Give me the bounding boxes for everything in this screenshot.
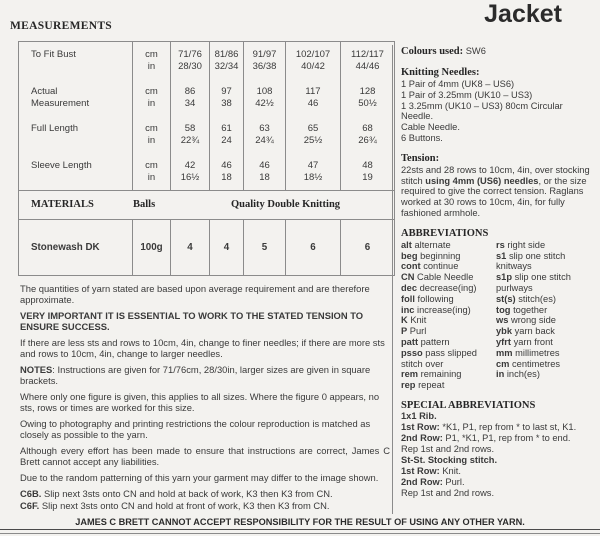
unit-cell [133, 42, 171, 80]
needle-item: 1 3.25mm (UK10 – US3) 80cm Circular Needle. [401, 100, 563, 122]
size-cell [210, 79, 244, 116]
paragraph: Where only one figure is given, this applies to all sizes. Where the figure 0 appears, no sts, rows or times are worked for this size. [20, 391, 380, 413]
balls-count: 4 [210, 220, 244, 276]
paragraph-c6f: C6F. Slip next 3sts onto CN and hold at front of work, K3 then K3 from CN. [20, 500, 330, 511]
needle-item: Cable Needle. [401, 122, 460, 133]
abbreviation-entry: beg beginning [401, 250, 461, 261]
abbreviation-entry: foll following [401, 293, 454, 304]
materials-header-row [19, 191, 395, 220]
size-cell [171, 79, 210, 116]
in-value: 34 [184, 97, 196, 109]
special-abbreviations-section [401, 400, 596, 499]
cm-value: 48 [362, 160, 373, 171]
colours-used [401, 46, 596, 58]
paragraph-important: VERY IMPORTANT IT IS ESSENTIAL TO WORK TO THE STATED TENSION TO ENSURE SUCCESS. [20, 310, 364, 332]
cm-value: 42 [184, 160, 196, 171]
unit-cm: cm [145, 123, 158, 134]
right-column [401, 46, 596, 499]
cm-value: 71/76 [178, 49, 202, 60]
special-line: Rep 1st and 2nd rows. [401, 443, 495, 454]
balls-label: Balls [133, 199, 156, 211]
in-value: 24¾ [255, 134, 274, 146]
measurements-table [18, 41, 395, 276]
row-label: Full Length [19, 116, 133, 153]
colours-label: Colours used: [401, 46, 464, 57]
page-title: Jacket [484, 0, 562, 28]
cm-value: 46 [221, 160, 232, 171]
in-value: 18½ [303, 171, 323, 183]
cm-value: 68 [362, 123, 373, 134]
size-cell [286, 116, 341, 153]
abbreviation-entry: s1 slip one stitch knitways [496, 250, 566, 272]
table-row [19, 116, 395, 153]
in-value: 28/30 [178, 60, 202, 72]
cm-value: 102/107 [295, 49, 331, 60]
cm-value: 97 [221, 86, 232, 97]
measurements-heading: MEASUREMENTS [10, 20, 113, 32]
abbreviations-section [401, 228, 596, 391]
balls-count: 4 [171, 220, 210, 276]
in-value: 24 [221, 134, 232, 146]
footer-rule-top [0, 529, 600, 530]
paragraph: The quantities of yarn stated are based upon average requirement and are therefore approximate. [20, 283, 370, 305]
unit-cm: cm [145, 86, 158, 97]
cm-value: 128 [359, 86, 376, 97]
in-value: 25½ [303, 134, 323, 146]
cm-value: 112/117 [351, 49, 384, 60]
paragraph: Owing to photography and printing restrictions the colour reproduction is matched as closely as possible to the yarn. [20, 418, 371, 440]
special-line: Rep 1st and 2nd rows. [401, 487, 495, 498]
in-value: 16½ [180, 171, 200, 183]
size-cell [341, 153, 395, 191]
cm-value: 47 [307, 160, 319, 171]
special-line: 1st Row: *K1, P1, rep from * to last st, K1. [401, 421, 577, 432]
size-cell [210, 116, 244, 153]
size-cell [244, 116, 286, 153]
unit-cm: cm [145, 49, 158, 60]
unit-cell [133, 116, 171, 153]
special-line: St-St. Stocking stitch. [401, 454, 498, 465]
abbreviation-entry: alt alternate [401, 239, 451, 250]
abbreviation-entry: patt pattern [401, 336, 450, 347]
table-row [19, 42, 395, 80]
cm-value: 86 [184, 86, 196, 97]
yarn-weight: 100g [133, 220, 171, 276]
abbreviation-entry: in inch(es) [496, 369, 540, 380]
special-line: 2nd Row: P1, *K1, P1, rep from * to end. [401, 432, 571, 443]
unit-cell [133, 79, 171, 116]
footer-disclaimer: JAMES C BRETT CANNOT ACCEPT RESPONSIBILITY FOR THE RESULT OF USING ANY OTHER YARN. [75, 517, 525, 527]
cm-value: 108 [256, 86, 273, 97]
row-label: Sleeve Length [19, 153, 133, 191]
materials-header-cell [19, 191, 395, 220]
balls-count: 5 [244, 220, 286, 276]
abbreviation-entry: rep repeat [401, 380, 445, 391]
in-value: 50½ [358, 97, 377, 109]
needles-heading: Knitting Needles: [401, 67, 480, 78]
cm-value: 63 [259, 123, 270, 134]
unit-in: in [147, 134, 156, 146]
yarn-row [19, 220, 395, 276]
table-row [19, 153, 395, 191]
cm-value: 117 [305, 86, 321, 97]
in-value: 22¾ [180, 134, 200, 146]
size-cell [171, 153, 210, 191]
abbreviation-entry: K Knit [401, 315, 427, 326]
size-cell [210, 153, 244, 191]
in-value: 38 [221, 97, 232, 109]
left-column [10, 20, 392, 512]
in-value: 46 [307, 97, 319, 109]
in-value: 42½ [255, 97, 274, 109]
needle-item: 6 Buttons. [401, 132, 443, 143]
size-cell [244, 153, 286, 191]
paragraph-c6b: C6B. Slip next 3sts onto CN and hold at back of work, K3 then K3 from CN. [20, 488, 333, 499]
tension-heading: Tension: [401, 152, 440, 164]
abbreviation-entry: mm millimetres [496, 347, 560, 358]
unit-in: in [147, 171, 156, 183]
special-line: 2nd Row: Purl. [401, 476, 465, 487]
size-cell [244, 79, 286, 116]
abbreviation-entry: rs right side [496, 239, 546, 250]
paragraph: Due to the random patterning of this yarn your garment may differ to the image shown. [20, 472, 379, 483]
in-value: 36/38 [252, 60, 277, 72]
paragraph: Although every effort has been made to ensure that instructions are correct, James C Brett cannot accept any liabilities. [20, 445, 390, 467]
colour-code: SW6 [465, 46, 486, 56]
size-cell [171, 42, 210, 80]
cm-value: 58 [184, 123, 196, 134]
abbreviation-entry: s1p slip one stitch purlways [496, 272, 571, 293]
in-value: 26¾ [358, 134, 377, 146]
abbreviation-entry: rem remaining [401, 369, 462, 380]
abbreviation-entry: cont continue [401, 261, 459, 272]
abbreviation-entry: inc increase(ing) [401, 304, 471, 315]
abbreviations-heading: ABBREVIATIONS [401, 227, 489, 239]
size-cell [171, 116, 210, 153]
yarn-name: Stonewash DK [19, 220, 133, 276]
table-row [19, 79, 395, 116]
materials-label: MATERIALS [31, 199, 94, 211]
special-line: 1x1 Rib. [401, 410, 437, 421]
abbreviation-entry: ybk yarn back [496, 326, 555, 337]
special-line: 1st Row: Knit. [401, 465, 461, 476]
in-value: 40/42 [301, 60, 325, 72]
in-value: 44/46 [355, 60, 380, 72]
abbreviation-entry: yfrt yarn front [496, 336, 553, 347]
size-cell [341, 42, 395, 80]
special-abbreviations-heading: SPECIAL ABBREVIATIONS [401, 399, 536, 411]
unit-in: in [147, 60, 156, 72]
tension-text: 22sts and 28 rows to 10cm, 4in, over stocking stitch using 4mm (US6) needles, or the size required to give the correct tension. Raglans worked at 30 rows to 10cm, 4in, for fully fashioned armhole. [401, 164, 590, 218]
quality-label: Quality Double Knitting [230, 199, 341, 211]
abbreviation-entry: psso pass slipped stitch over [401, 347, 477, 369]
in-value: 32/34 [214, 60, 239, 72]
row-label: Actual Measurement [19, 79, 133, 116]
size-cell [210, 42, 244, 80]
needle-item: 1 Pair of 3.25mm (UK10 – US3) [401, 89, 533, 100]
unit-cm: cm [145, 160, 158, 171]
abbreviation-entry: cm centimetres [496, 358, 561, 369]
size-cell [286, 153, 341, 191]
footer-rule-bottom [0, 533, 600, 534]
in-value: 19 [362, 171, 373, 183]
paragraph-notes: NOTES: Instructions are given for 71/76cm, 28/30in, larger sizes are given in square brackets. [20, 364, 371, 386]
abbreviation-entry: st(s) stitch(es) [496, 293, 556, 304]
size-cell [341, 79, 395, 116]
size-cell [341, 116, 395, 153]
cm-value: 81/86 [214, 49, 239, 60]
in-value: 18 [221, 171, 232, 183]
needle-item: 1 Pair of 4mm (UK8 – US6) [401, 79, 515, 89]
balls-count: 6 [286, 220, 341, 276]
size-cell [286, 42, 341, 80]
abbreviations-left-column [401, 240, 496, 391]
notes-section [20, 283, 390, 511]
row-label: To Fit Bust [19, 42, 133, 80]
cm-value: 65 [307, 123, 319, 134]
abbreviation-entry: P Purl [401, 326, 427, 337]
cm-value: 91/97 [252, 49, 277, 60]
abbreviation-entry: ws wrong side [496, 315, 556, 326]
in-value: 18 [259, 171, 270, 183]
size-cell [244, 42, 286, 80]
paragraph: If there are less sts and rows to 10cm, 4in, change to finer needles; if there are more sts and rows to 10cm, 4in, change to larger needles. [20, 337, 385, 359]
cm-value: 61 [221, 123, 232, 134]
balls-count: 6 [341, 220, 395, 276]
abbreviation-entry: tog together [496, 304, 548, 315]
abbreviation-entry: dec decrease(ing) [401, 282, 477, 293]
tension-section [401, 153, 596, 219]
unit-in: in [147, 97, 156, 109]
knitting-needles-section [401, 67, 596, 144]
cm-value: 46 [259, 160, 270, 171]
abbreviation-entry: CN Cable Needle [401, 272, 474, 283]
abbreviations-right-column [496, 240, 596, 391]
size-cell [286, 79, 341, 116]
unit-cell [133, 153, 171, 191]
